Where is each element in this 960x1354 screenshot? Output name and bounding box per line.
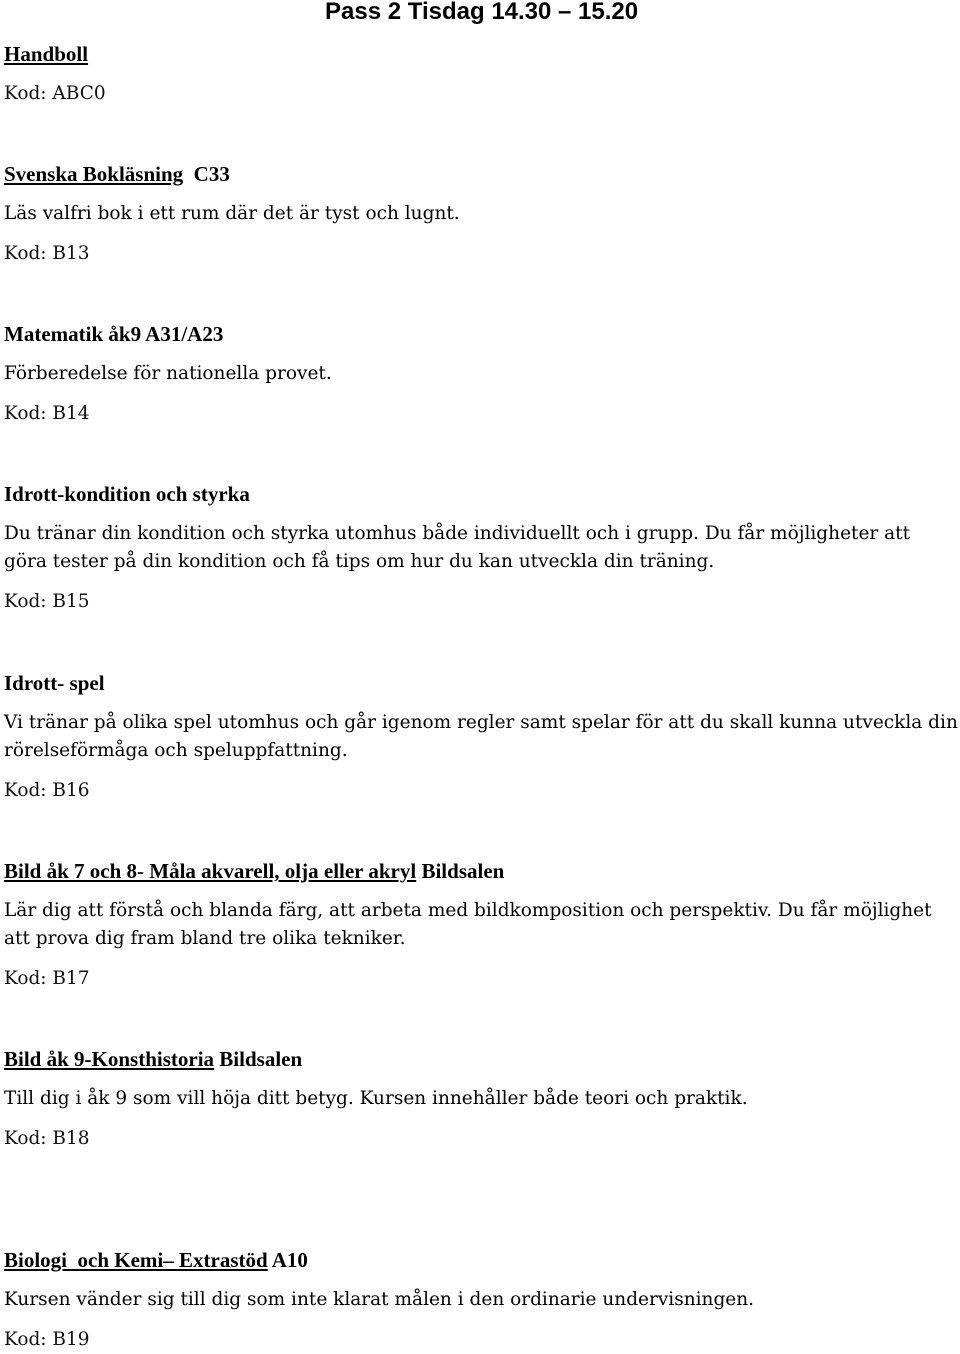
course-code: Kod: B18 [4, 1128, 90, 1149]
course-svenska [4, 160, 958, 268]
course-title-rest: Matematik åk9 A31/A23 [4, 322, 224, 346]
course-title-underlined: Svenska Bokläsning [4, 162, 184, 186]
course-title [4, 1045, 958, 1073]
course-description: Kursen vänder sig till dig som inte klarat målen i den ordinarie undervisningen. [4, 1289, 755, 1310]
course-title [4, 160, 958, 188]
course-code: Kod: B13 [4, 243, 90, 264]
course-code: Kod: ABC0 [4, 83, 106, 104]
page-title: Pass 2 Tisdag 14.30 – 15.20 [325, 0, 639, 25]
course-description: Förberedelse för nationella provet. [4, 363, 332, 384]
course-title [4, 320, 958, 348]
course-title [4, 669, 958, 697]
course-title-underlined: Bild åk 7 och 8- Måla akvarell, olja eller akryl [4, 859, 417, 883]
course-code: Kod: B19 [4, 1329, 90, 1350]
course-title [4, 40, 958, 68]
course-description: Vi tränar på olika spel utomhus och går igenom regler samt spelar för att du skall kunna utveckla din rörelseförmåga och speluppfattning. [4, 712, 958, 761]
course-title-rest: Idrott- spel [4, 671, 105, 695]
course-title-rest: Bildsalen [214, 1047, 303, 1071]
course-title-underlined: Bild åk 9-Konsthistoria [4, 1047, 215, 1071]
course-description: Lär dig att förstå och blanda färg, att arbeta med bildkomposition och perspektiv. Du får möjlighet att prova dig fram bland tre olika tekniker. [4, 900, 932, 949]
course-title [4, 857, 958, 885]
course-biologi-kemi [4, 1246, 958, 1354]
course-description: Till dig i åk 9 som vill höja ditt betyg. Kursen innehåller både teori och praktik. [4, 1088, 748, 1109]
course-matematik [4, 320, 958, 428]
course-bild-7-8 [4, 857, 958, 993]
course-bild-9 [4, 1045, 958, 1153]
course-code: Kod: B17 [4, 968, 90, 989]
course-handboll [4, 40, 958, 108]
course-code: Kod: B14 [4, 403, 90, 424]
course-title-rest: Bildsalen [416, 859, 505, 883]
course-title-rest: C33 [183, 162, 230, 186]
course-title-underlined: Handboll [4, 42, 89, 66]
course-code: Kod: B15 [4, 591, 90, 612]
course-title [4, 1246, 958, 1274]
course-description: Du tränar din kondition och styrka utomhus både individuellt och i grupp. Du får möjligheter att göra tester på din kondition och få tips om hur du kan utveckla din träning. [4, 523, 911, 572]
course-title-rest: Idrott-kondition och styrka [4, 482, 250, 506]
course-title [4, 480, 958, 508]
course-idrott-spel [4, 669, 958, 805]
course-code: Kod: B16 [4, 780, 90, 801]
course-idrott-kondition [4, 480, 958, 616]
course-title-rest: A10 [267, 1248, 308, 1272]
course-description: Läs valfri bok i ett rum där det är tyst och lugnt. [4, 203, 460, 224]
course-title-underlined: Biologi och Kemi– Extrastöd [4, 1248, 268, 1272]
